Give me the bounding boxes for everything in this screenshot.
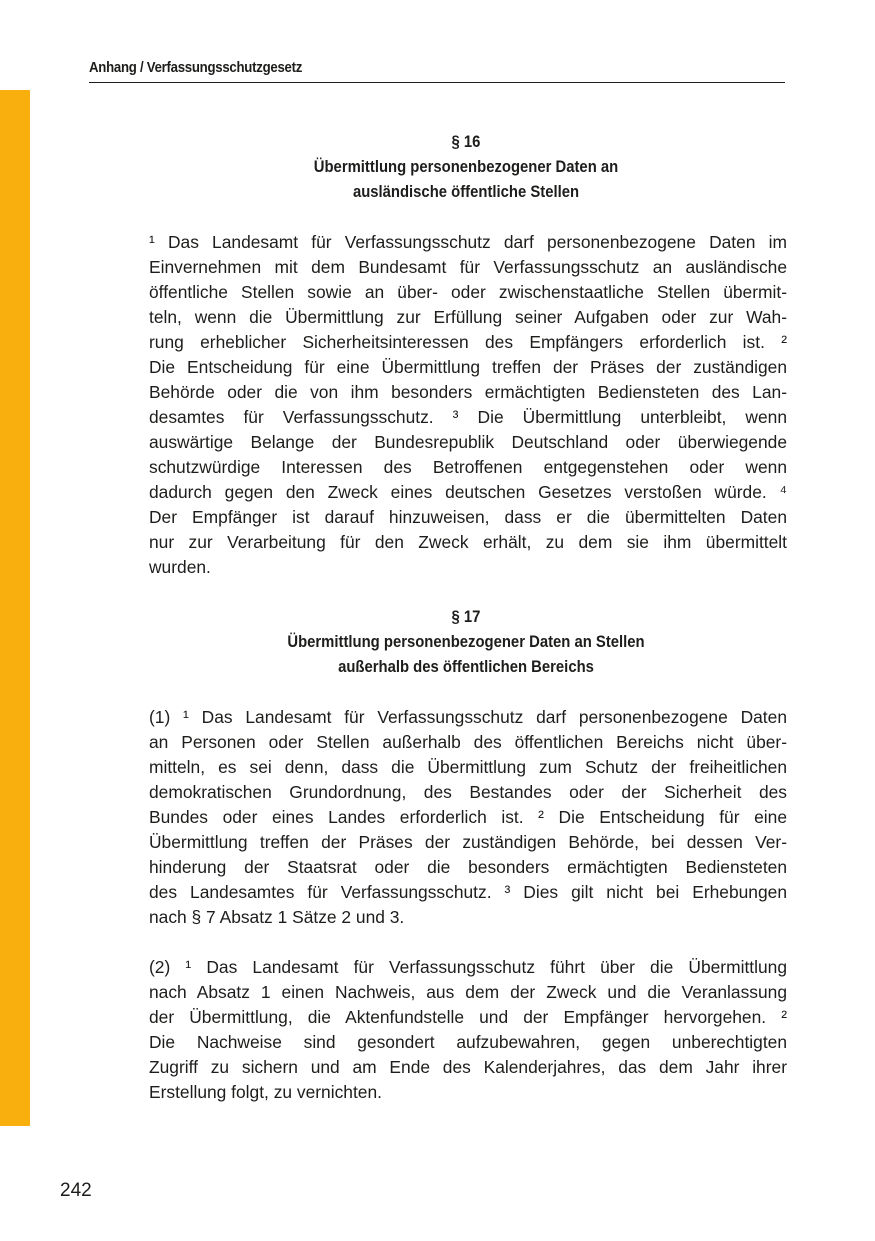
- text-line: nur zur Verarbeitung für den Zweck erhält, zu dem sie ihm übermittelt: [149, 532, 787, 552]
- section-17-paragraph-2: [149, 955, 787, 1105]
- text-line: (2) ¹ Das Landesamt für Verfassungsschutz führt über die Übermittlung: [149, 957, 787, 977]
- text-line: Erstellung folgt, zu vernichten.: [149, 1082, 382, 1102]
- text-line: rung erheblicher Sicherheitsinteressen des Empfängers erforderlich ist. ²: [149, 332, 787, 352]
- text-line: an Personen oder Stellen außerhalb des öffentlichen Bereichs nicht über-: [149, 732, 787, 752]
- accent-sidebar-bar: [0, 90, 30, 1126]
- text-line: schutzwürdige Interessen des Betroffenen entgegenstehen oder wenn: [149, 457, 787, 477]
- text-line: auswärtige Belange der Bundesrepublik Deutschland oder überwiegende: [149, 432, 787, 452]
- text-line: nach § 7 Absatz 1 Sätze 2 und 3.: [149, 907, 405, 927]
- text-line: Die Entscheidung für eine Übermittlung treffen der Präses der zuständigen: [149, 357, 787, 377]
- page-number: 242: [60, 1180, 92, 1201]
- text-line: Einvernehmen mit dem Bundesamt für Verfassungsschutz an ausländische: [149, 257, 787, 277]
- text-line: Zugriff zu sichern und am Ende des Kalenderjahres, das dem Jahr ihrer: [149, 1057, 787, 1077]
- text-line: Bundes oder eines Landes erforderlich ist. ² Die Entscheidung für eine: [149, 807, 787, 827]
- running-head: [89, 59, 785, 83]
- text-line: ¹ Das Landesamt für Verfassungsschutz darf personenbezogene Daten im: [149, 232, 787, 252]
- text-line: demokratischen Grundordnung, des Bestandes oder der Sicherheit des: [149, 782, 787, 802]
- text-line: teln, wenn die Übermittlung zur Erfüllung seiner Aufgaben oder zur Wah-: [149, 307, 787, 327]
- section-number: § 17: [451, 608, 481, 626]
- text-line: öffentliche Stellen sowie an über- oder zwischenstaatliche Stellen übermit-: [149, 282, 787, 302]
- text-line: Die Nachweise sind gesondert aufzubewahren, gegen unberechtigten: [149, 1032, 787, 1052]
- text-line: Der Empfänger ist darauf hinzuweisen, dass er die übermittelten Daten: [149, 507, 787, 527]
- section-16-heading: [146, 130, 786, 205]
- section-title-line: Übermittlung personenbezogener Daten an Stellen: [287, 633, 645, 651]
- text-line: Behörde oder die von ihm besonders ermächtigten Bediensteten des Lan-: [149, 382, 787, 402]
- section-17-heading: [146, 605, 786, 680]
- text-line: der Übermittlung, die Aktenfundstelle und der Empfänger hervorgehen. ²: [149, 1007, 787, 1027]
- text-line: desamtes für Verfassungsschutz. ³ Die Übermittlung unterbleibt, wenn: [149, 407, 787, 427]
- section-title-line: ausländische öffentliche Stellen: [352, 183, 580, 201]
- section-number: § 16: [451, 133, 481, 151]
- text-line: des Landesamtes für Verfassungsschutz. ³ Dies gilt nicht bei Erhebungen: [149, 882, 787, 902]
- text-line: hinderung der Staatsrat oder die besonders ermächtigten Bediensteten: [149, 857, 787, 877]
- section-16-paragraph: [149, 230, 787, 580]
- text-line: (1) ¹ Das Landesamt für Verfassungsschutz darf personenbezogene Daten: [149, 707, 787, 727]
- section-17-paragraph-1: [149, 705, 787, 930]
- running-head-title: Anhang / Verfassungsschutzgesetz: [89, 59, 303, 76]
- section-title-line: Übermittlung personenbezogener Daten an: [313, 158, 619, 176]
- text-line: nach Absatz 1 einen Nachweis, aus dem der Zweck und die Veranlassung: [149, 982, 787, 1002]
- text-line: wurden.: [149, 557, 211, 577]
- text-line: Übermittlung treffen der Präses der zuständigen Behörde, bei dessen Ver-: [149, 832, 787, 852]
- text-line: dadurch gegen den Zweck eines deutschen Gesetzes verstoßen würde. ⁴: [149, 482, 787, 502]
- section-title-line: außerhalb des öffentlichen Bereichs: [338, 658, 594, 676]
- text-line: mitteln, es sei denn, dass die Übermittlung zum Schutz der freiheitlichen: [149, 757, 787, 777]
